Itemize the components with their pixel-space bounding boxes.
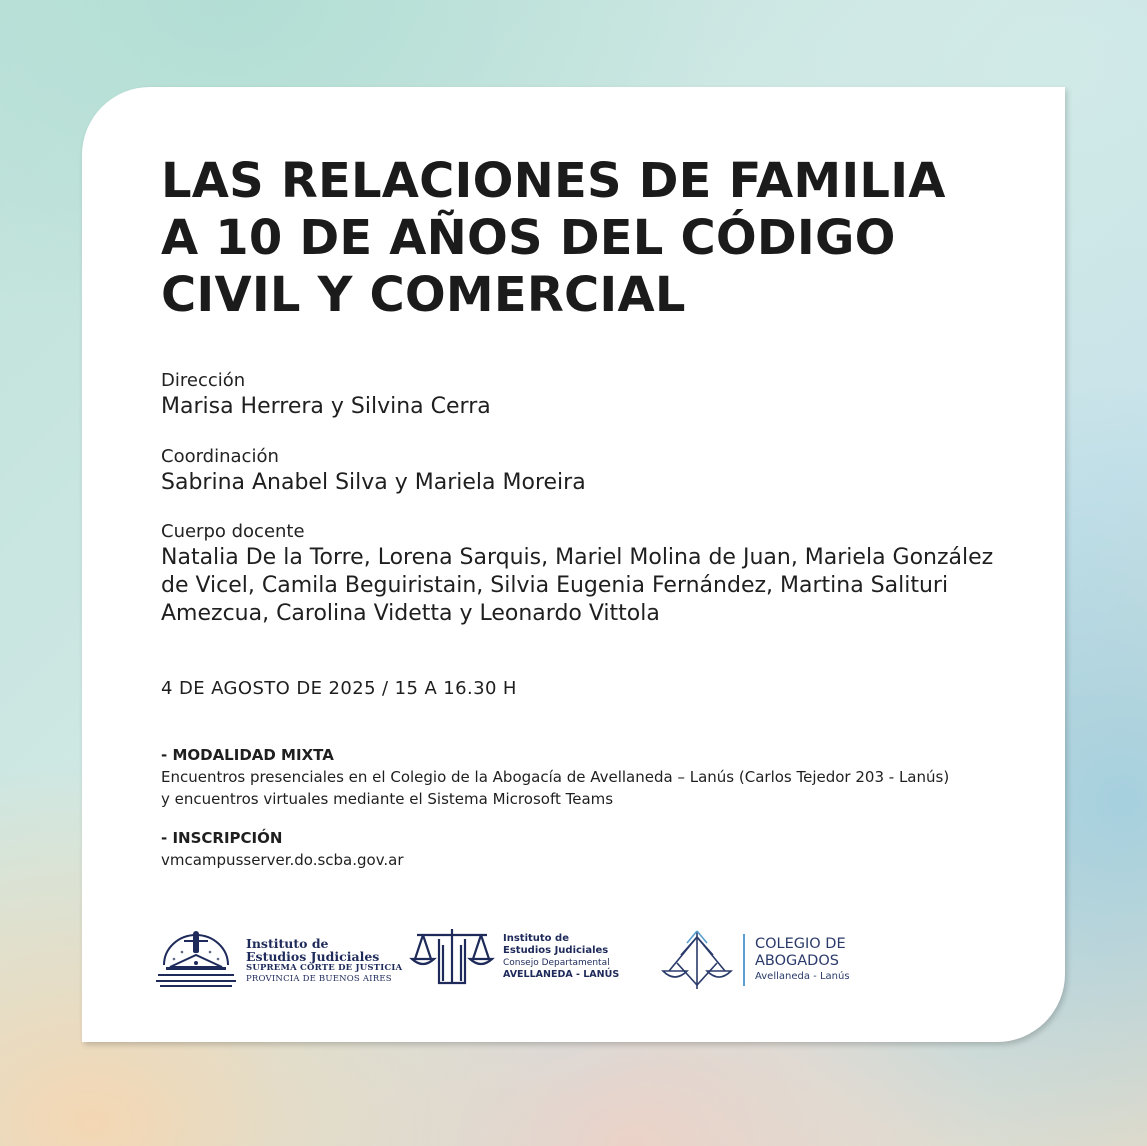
modalidad-heading: - MODALIDAD MIXTA xyxy=(161,746,334,764)
modalidad-section xyxy=(161,744,1041,810)
coordinacion-section xyxy=(161,445,1041,497)
iej-dept-line3: Consejo Departamental xyxy=(503,958,610,968)
cuerpo-docente-section xyxy=(161,520,1041,628)
modalidad-line: Encuentros presenciales en el Colegio de la Abogacía de Avellaneda – Lanús (Carlos Tejedor 203 - Lanús) xyxy=(161,768,950,786)
modalidad-line: y encuentros virtuales mediante el Sistema Microsoft Teams xyxy=(161,790,614,808)
inscripcion-url[interactable]: vmcampusserver.do.scba.gov.ar xyxy=(161,851,404,869)
colegio-logo-text xyxy=(755,936,850,984)
title-line: A 10 DE AÑOS DEL CÓDIGO xyxy=(161,210,896,266)
iej-dept-line4: AVELLANEDA - LANÚS xyxy=(503,969,620,980)
course-title xyxy=(161,153,1021,324)
colegio-scales-icon xyxy=(659,929,735,991)
event-date: 4 DE AGOSTO DE 2025 / 15 A 16.30 H xyxy=(161,678,517,699)
cuerpo-docente-label: Cuerpo docente xyxy=(161,521,305,542)
direccion-label: Dirección xyxy=(161,370,246,391)
iej-dept-line2: Estudios Judiciales xyxy=(503,945,609,956)
logos-row xyxy=(154,925,1014,1005)
iej-dept-line1: Instituto de xyxy=(503,933,569,944)
title-line: CIVIL Y COMERCIAL xyxy=(161,267,686,323)
direccion-value: Marisa Herrera y Silvina Cerra xyxy=(161,394,491,419)
iej-dept-logo-text xyxy=(503,933,619,981)
scales-of-justice-icon xyxy=(409,925,495,989)
iej-dept-logo xyxy=(409,925,619,989)
iej-logo xyxy=(154,931,402,991)
colegio-logo xyxy=(659,929,850,991)
colegio-line2: ABOGADOS xyxy=(755,953,839,969)
inscripcion-heading: - INSCRIPCIÓN xyxy=(161,829,283,847)
cuerpo-docente-value xyxy=(161,544,1041,628)
title-line: LAS RELACIONES DE FAMILIA xyxy=(161,153,946,209)
iej-line4: PROVINCIA DE BUENOS AIRES xyxy=(246,974,392,984)
colegio-line1: COLEGIO DE xyxy=(755,936,846,952)
coordinacion-value: Sabrina Anabel Silva y Mariela Moreira xyxy=(161,470,586,495)
docente-line: Amezcua, Carolina Videtta y Leonardo Vittola xyxy=(161,601,660,626)
colegio-line3: Avellaneda - Lanús xyxy=(755,971,850,982)
docente-line: de Vicel, Camila Beguiristain, Silvia Eugenia Fernández, Martina Salituri xyxy=(161,573,949,598)
colegio-divider xyxy=(743,934,745,986)
direccion-section xyxy=(161,369,1041,421)
iej-logo-text xyxy=(246,937,402,985)
inscripcion-section xyxy=(161,827,1041,871)
iej-line2: Estudios Judiciales xyxy=(246,949,380,964)
coordinacion-label: Coordinación xyxy=(161,446,279,467)
iej-line1: Instituto de xyxy=(246,936,329,951)
iej-line3: SUPREMA CORTE DE JUSTICIA xyxy=(246,963,403,973)
docente-line: Natalia De la Torre, Lorena Sarquis, Mariel Molina de Juan, Mariela González xyxy=(161,545,994,570)
flyer-card xyxy=(82,87,1065,1042)
supreme-court-building-icon xyxy=(154,931,238,991)
